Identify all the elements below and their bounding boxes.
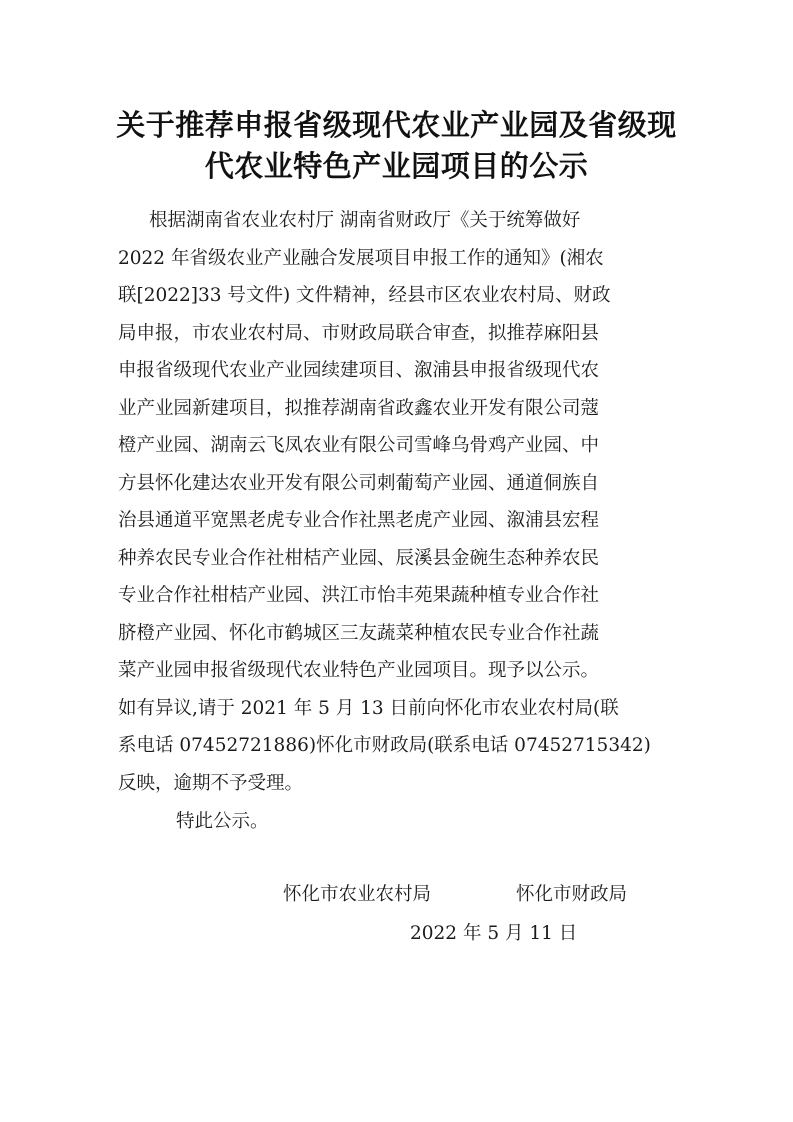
body-line-12: 脐橙产业园、怀化市鹤城区三友蔬菜种植农民专业合作社蔬	[118, 623, 600, 644]
signatory-agriculture-bureau: 怀化市农业农村局	[283, 884, 432, 905]
body-line-7: 橙产业园、湖南云飞凤农业有限公司雪峰乌骨鸡产业园、中	[118, 435, 600, 456]
closing-text: 特此公示。	[176, 811, 269, 832]
body-line-4: 局申报，市农业农村局、市财政局联合审查，拟推荐麻阳县	[118, 323, 600, 344]
body-line-6: 业产业园新建项目，拟推荐湖南省政鑫农业开发有限公司蔻	[118, 398, 600, 419]
body-line-5: 申报省级现代农业产业园续建项目、溆浦县申报省级现代农	[118, 360, 600, 381]
body-line-2: 2022 年省级农业产业融合发展项目申报工作的通知》(湘农	[118, 248, 604, 269]
body-line-8: 方县怀化建达农业开发有限公司刺葡萄产业园、通道侗族自	[118, 473, 600, 494]
document-date: 2022 年 5 月 11 日	[410, 923, 578, 944]
body-line-9: 治县通道平宽黑老虎专业合作社黑老虎产业园、溆浦县宏程	[118, 510, 600, 531]
body-line-1: 根据湖南省农业农村厅 湖南省财政厅《关于统筹做好	[149, 210, 581, 231]
body-line-14: 如有异议,请于 2021 年 5 月 13 日前向怀化市农业农村局(联	[118, 698, 619, 719]
signatory-finance-bureau: 怀化市财政局	[516, 884, 628, 905]
body-line-15: 系电话 07452721886)怀化市财政局(联系电话 07452715342)	[118, 735, 651, 756]
body-line-16: 反映，逾期不予受理。	[118, 773, 304, 794]
body-line-11: 专业合作社柑桔产业园、洪江市怡丰苑果蔬种植专业合作社	[118, 585, 600, 606]
document-title-line-1: 关于推荐申报省级现代农业产业园及省级现	[116, 108, 677, 142]
body-line-3: 联[2022]33 号文件) 文件精神，经县市区农业农村局、财政	[118, 285, 611, 306]
body-line-13: 菜产业园申报省级现代农业特色产业园项目。现予以公示。	[118, 660, 600, 681]
body-line-10: 种养农民专业合作社柑桔产业园、辰溪县金碗生态种养农民	[118, 548, 600, 569]
document-title-line-2: 代农业特色产业园项目的公示	[204, 149, 589, 183]
